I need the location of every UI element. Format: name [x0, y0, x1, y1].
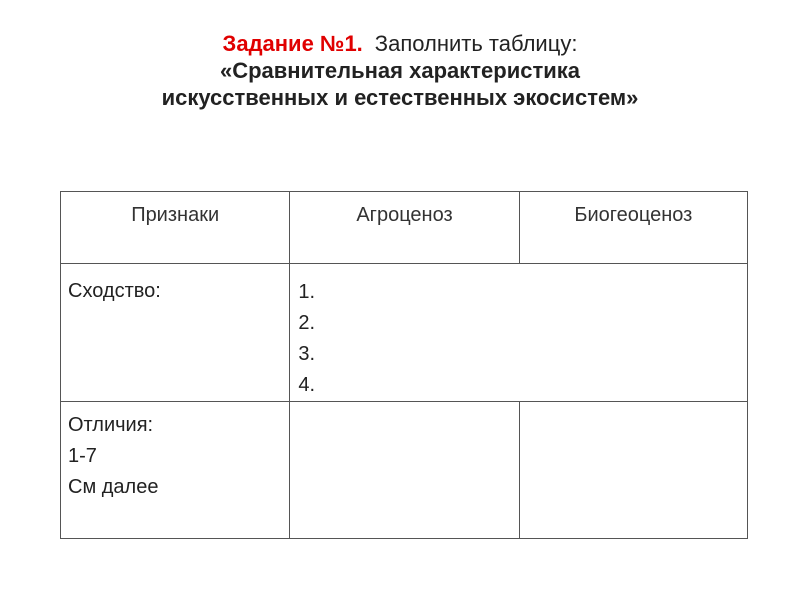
- similarity-label-cell: [61, 264, 290, 402]
- similarity-label: Сходство:: [68, 280, 161, 302]
- differences-agrocenosis-cell: [290, 402, 519, 539]
- task-label: Задание №1.: [222, 31, 363, 56]
- slide-heading: [0, 30, 800, 111]
- table-row-differences: [61, 402, 748, 539]
- similarity-item-4: 4.: [298, 374, 316, 396]
- similarity-items-cell: [290, 264, 748, 402]
- similarity-item-3: 3.: [298, 343, 316, 365]
- similarity-item-2: 2.: [298, 312, 316, 334]
- differences-label: [61, 402, 289, 503]
- comparison-table: [60, 191, 748, 539]
- header-label-agrocenosis: Агроценоз: [356, 204, 453, 226]
- similarity-list: [290, 264, 747, 401]
- table-row-similarity: [61, 264, 748, 402]
- heading-title-line-2: искусственных и естественных экосистем»: [161, 85, 639, 110]
- header-cell-biogeocenosis: [519, 192, 747, 264]
- differences-line-1: Отличия:: [68, 414, 154, 436]
- differences-line-3: См далее: [68, 476, 159, 498]
- table-header-row: [61, 192, 748, 264]
- header-label-features: Признаки: [131, 204, 220, 226]
- task-instruction: Заполнить таблицу:: [374, 31, 578, 56]
- header-cell-agrocenosis: [290, 192, 519, 264]
- heading-line-task: [0, 30, 800, 57]
- differences-biogeocenosis-cell: [519, 402, 747, 539]
- heading-title-line-1: «Сравнительная характеристика: [219, 58, 581, 83]
- header-cell-features: [61, 192, 290, 264]
- differences-label-cell: [61, 402, 290, 539]
- similarity-item-1: 1.: [298, 281, 316, 303]
- header-label-biogeocenosis: Биогеоценоз: [574, 204, 693, 226]
- differences-line-2: 1-7: [68, 445, 97, 467]
